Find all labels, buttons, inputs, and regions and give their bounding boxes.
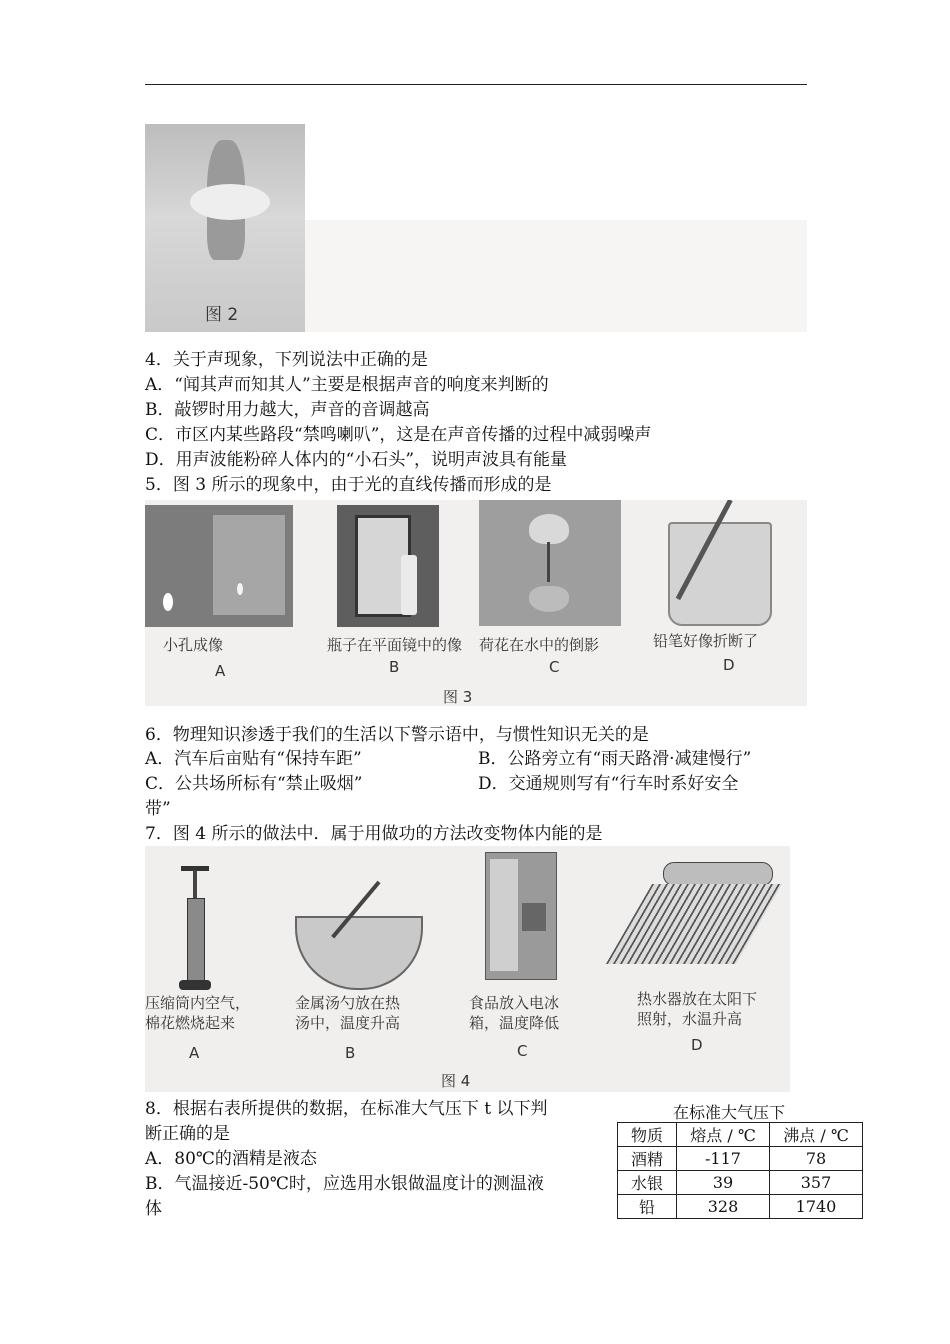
figure-4-panel-d-image (623, 862, 773, 974)
q8-option-b-line1: B．气温接近-50℃时，应选用水银做温度计的测温液 (145, 1174, 544, 1194)
wall-panel-shape (213, 515, 285, 615)
table-cell: 39 (677, 1171, 770, 1195)
figure-3-letter-a: A (215, 662, 226, 680)
table-cell: 78 (770, 1147, 863, 1171)
figure-3-caption-d: 铅笔好像折断了 (653, 632, 759, 650)
figure-3-letter-b: B (389, 658, 400, 676)
figure-2-backdrop (305, 220, 807, 332)
lotus-reflection-shape (529, 586, 569, 612)
pump-rod-shape (193, 870, 197, 900)
q5-stem: 5．图 3 所示的现象中，由于光的直线传播而形成的是 (145, 475, 552, 495)
lotus-stem-shape (547, 542, 550, 582)
solar-tubes-shape (606, 884, 782, 964)
figure-3-panel-b-image (337, 505, 439, 627)
fridge-door-shape (490, 859, 518, 971)
q4-option-c: C．市区内某些路段“禁鸣喇叭”，这是在声音传播的过程中减弱噪声 (145, 425, 652, 445)
table-row (618, 1171, 863, 1195)
q4-option-a: A．“闻其声而知其人”主要是根据声音的响度来判断的 (145, 375, 549, 395)
q4-option-b: B．敲锣时用力越大，声音的音调越高 (145, 400, 430, 420)
q6-option-d: D．交通规则写有“行车时系好安全 (478, 774, 739, 794)
table-cell: -117 (677, 1147, 770, 1171)
figure-4-caption-a-line2: 棉花燃烧起来 (145, 1014, 236, 1032)
melting-boiling-point-table (617, 1122, 863, 1219)
figure-3-panel-d-image (662, 500, 780, 626)
q8-option-b-line2: 体 (145, 1199, 162, 1219)
figure-3-panel-c-image (479, 500, 621, 626)
q6-option-a: A．汽车后亩贴有“保持车距” (145, 749, 362, 769)
figure-4-caption-b-line1: 金属汤勺放在热 (295, 994, 401, 1012)
header-rule (145, 84, 807, 85)
figure-2-dress-shape (190, 184, 270, 220)
q4-stem: 4．关于声现象，下列说法中正确的是 (145, 350, 428, 370)
bottle-shape (401, 555, 417, 615)
table-header-cell: 熔点 / ℃ (677, 1123, 770, 1147)
figure-4 (145, 846, 790, 1092)
figure-3-caption-b: 瓶子在平面镜中的像 (327, 636, 463, 654)
figure-3-caption-a: 小孔成像 (163, 636, 224, 654)
table-header-cell: 物质 (618, 1123, 677, 1147)
figure-4-caption-c-line1: 食品放入电冰 (469, 994, 560, 1012)
table-row (618, 1147, 863, 1171)
figure-4-panel-b-image (295, 882, 425, 992)
bowl-shape (295, 916, 423, 990)
figure-2-image (145, 124, 305, 332)
table-cell: 328 (677, 1195, 770, 1219)
figure-4-caption-d-line1: 热水器放在太阳下 (637, 990, 758, 1008)
q7-stem: 7．图 4 所示的做法中．属于用做功的方法改变物体内能的是 (145, 824, 603, 844)
lotus-flower-shape (529, 514, 569, 544)
candle-glow-shape (163, 593, 173, 611)
q8-table-title: 在标准大气压下 (673, 1103, 786, 1122)
table-cell: 酒精 (618, 1147, 677, 1171)
q6-option-d-continued: 带” (145, 799, 171, 819)
q6-option-b: B．公路旁立有“雨天路滑·减建慢行” (478, 749, 752, 769)
figure-4-caption-a-line1: 压缩筒内空气， (145, 994, 251, 1012)
table-header-cell: 沸点 / ℃ (770, 1123, 863, 1147)
figure-4-letter-a: A (189, 1044, 200, 1062)
figure-2-caption: 图 2 (205, 305, 239, 325)
figure-4-panel-a-image (175, 866, 215, 994)
figure-3 (145, 500, 807, 706)
figure-4-caption-c-line2: 箱，温度降低 (469, 1014, 560, 1032)
table-row (618, 1195, 863, 1219)
figure-4-panel-c-image (485, 852, 557, 980)
figure-4-caption-d-line2: 照射，水温升高 (637, 1010, 743, 1028)
q4-option-d: D．用声波能粉碎人体内的“小石头”，说明声波具有能量 (145, 450, 568, 470)
pinhole-image-shape (237, 583, 243, 595)
fridge-food-shape (522, 903, 546, 931)
table-cell: 1740 (770, 1195, 863, 1219)
pump-base-shape (179, 980, 211, 990)
figure-3-label: 图 3 (443, 688, 473, 706)
q8-stem-line1: 8．根据右表所提供的数据，在标准大气压下 t 以下判 (145, 1099, 548, 1119)
figure-4-letter-c: C (517, 1042, 528, 1060)
figure-4-caption-b-line2: 汤中，温度升高 (295, 1014, 401, 1032)
figure-3-panel-a-image (145, 505, 293, 627)
figure-3-caption-c: 荷花在水中的倒影 (479, 636, 600, 654)
q6-stem: 6．物理知识渗透于我们的生活以下警示语中，与惯性知识无关的是 (145, 725, 649, 745)
table-cell: 357 (770, 1171, 863, 1195)
table-cell: 水银 (618, 1171, 677, 1195)
table-cell: 铅 (618, 1195, 677, 1219)
glass-shape (668, 522, 772, 626)
pump-cylinder-shape (187, 898, 205, 984)
water-tank-shape (663, 862, 773, 886)
figure-4-label: 图 4 (441, 1072, 471, 1090)
figure-4-letter-d: D (691, 1036, 703, 1054)
q8-option-a: A．80℃的酒精是液态 (145, 1149, 317, 1169)
q8-stem-line2: 断正确的是 (145, 1124, 230, 1144)
figure-3-letter-c: C (549, 658, 560, 676)
table-header-row (618, 1123, 863, 1147)
figure-3-letter-d: D (723, 656, 735, 674)
figure-4-letter-b: B (345, 1044, 356, 1062)
q6-option-c: C．公共场所标有“禁止吸烟” (145, 774, 363, 794)
